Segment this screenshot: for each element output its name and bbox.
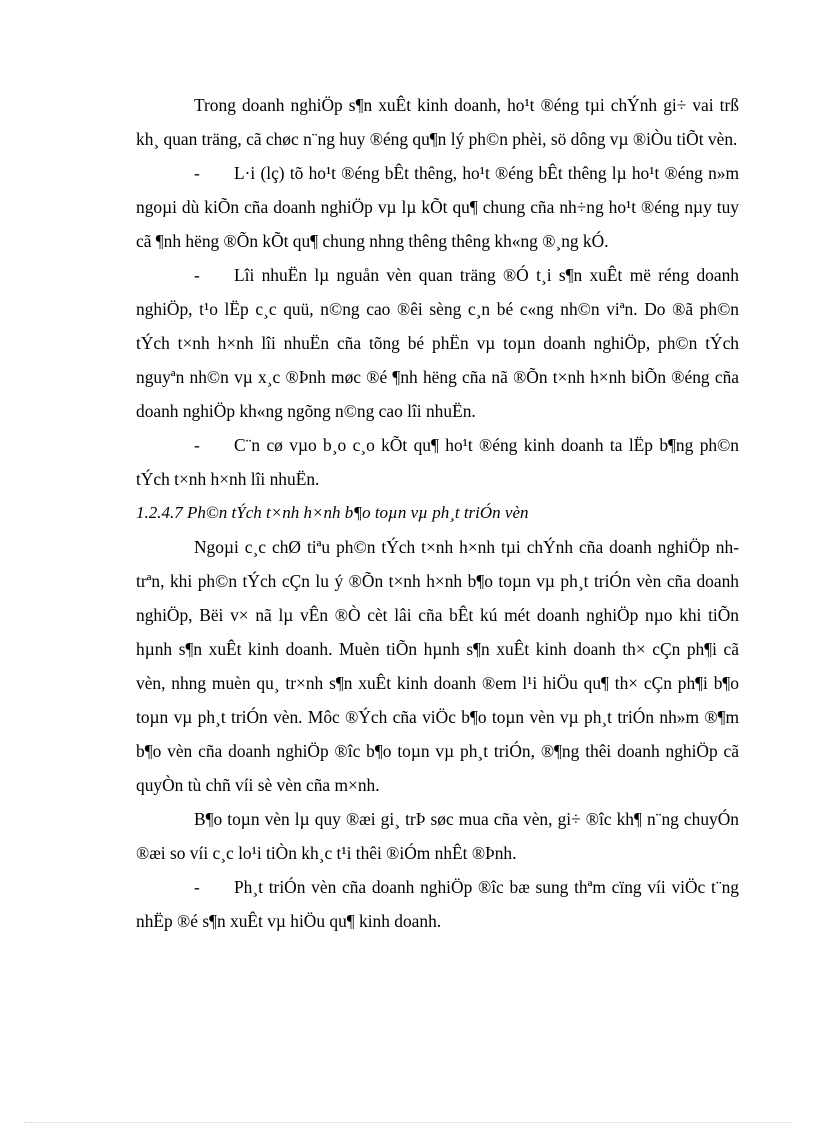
bullet-dash: -	[194, 265, 200, 285]
paragraph-body: B¶o toµn vèn lµ quy ®æi gi¸ trÞ søc mua cña vèn, gi÷ ®îc kh¶ n¨ng chuyÓn ®æi so víi c¸c lo¹i tiÒn kh¸c t¹i thêi ®iÓm nhÊt ®Þnh.	[136, 809, 739, 863]
bullet-text: Lîi nhuËn lµ nguån vèn quan träng ®Ó t¸i s¶n xuÊt më réng doanh nghiÖp, t¹o lËp c¸c quü, n©ng cao ®êi sèng c¸n bé c«ng nh©n viªn. Do ®ã ph©n tÝch t×nh h×nh lîi nhuËn cña tõng bé phËn vµ toµn doanh nghiÖp, ph©n tÝch nguyªn nh©n vµ x¸c ®Þnh møc ®é ¶nh hëng cña nã ®Õn t×nh h×nh biÕn ®éng cña doanh nghiÖp kh«ng ngõng n©ng cao lîi nhuËn.	[136, 265, 739, 421]
paragraph-body: Ngoµi c¸c chØ tiªu ph©n tÝch t×nh h×nh tµi chÝnh cña doanh nghiÖp nh trªn, khi ph©n tÝch cÇn lu ý ®Õn t×nh h×nh b¶o toµn vµ ph¸t triÓn vèn cña doanh nghiÖp, Bëi v× nã lµ vÊn ®Ò cèt lâi cña bÊt kú mét doanh nghiÖp nµo khi tiÕn hµnh s¶n xuÊt kinh doanh. Muèn tiÕn hµnh s¶n xuÊt kinh doanh th× cÇn ph¶i cã vèn, nhng muèn qu¸ tr×nh s¶n xuÊt kinh doanh ®em l¹i hiÖu qu¶ th× cÇn ph¶i b¶o toµn vµ ph¸t triÓn vèn. Môc ®Ých cña viÖc b¶o toµn vèn vµ ph¸t triÓn nh»m ®¶m b¶o vèn cña doanh nghiÖp ®îc b¶o toµn vµ ph¸t triÓn, ®¶ng thêi doanh nghiÖp cã quyÒn tù chñ víi sè vèn cña m×nh.	[136, 537, 739, 795]
bullet-paragraph	[136, 870, 739, 938]
bullet-dash: -	[194, 435, 200, 455]
bullet-text: Ph¸t triÓn vèn cña doanh nghiÖp ®îc bæ sung thªm cïng víi viÖc t¨ng nhËp ®é s¶n xuÊt vµ hiÖu qu¶ kinh doanh.	[136, 877, 739, 931]
bullet-text: L·i (lç) tõ ho¹t ®éng bÊt thêng, ho¹t ®éng bÊt thêng lµ ho¹t ®éng n»m ngoµi dù kiÕn cña doanh nghiÖp vµ lµ kÕt qu¶ chung cña nh÷ng ho¹t ®éng nµy tuy cã ¶nh hëng ®Õn kÕt qu¶ chung nhng thêng thêng kh«ng ®¸ng kÓ.	[136, 163, 739, 251]
bullet-paragraph	[136, 428, 739, 496]
bullet-paragraph	[136, 156, 739, 258]
bullet-dash: -	[194, 163, 200, 183]
paragraph-intro: Trong doanh nghiÖp s¶n xuÊt kinh doanh, ho¹t ®éng tµi chÝnh gi÷ vai trß kh¸ quan träng, cã chøc n¨ng huy ®éng qu¶n lý ph©n phèi, sö dông vµ ®iÒu tiÕt vèn.	[136, 95, 739, 149]
document-page	[136, 88, 739, 938]
bullet-paragraph	[136, 258, 739, 428]
bullet-dash: -	[194, 877, 200, 897]
section-heading: 1.2.4.7 Ph©n tÝch t×nh h×nh b¶o toµn vµ ph¸t triÓn vèn	[136, 503, 529, 522]
bullet-text: C¨n cø vµo b¸o c¸o kÕt qu¶ ho¹t ®éng kinh doanh ta lËp b¶ng ph©n tÝch t×nh h×nh lîi nhuËn.	[136, 435, 739, 489]
